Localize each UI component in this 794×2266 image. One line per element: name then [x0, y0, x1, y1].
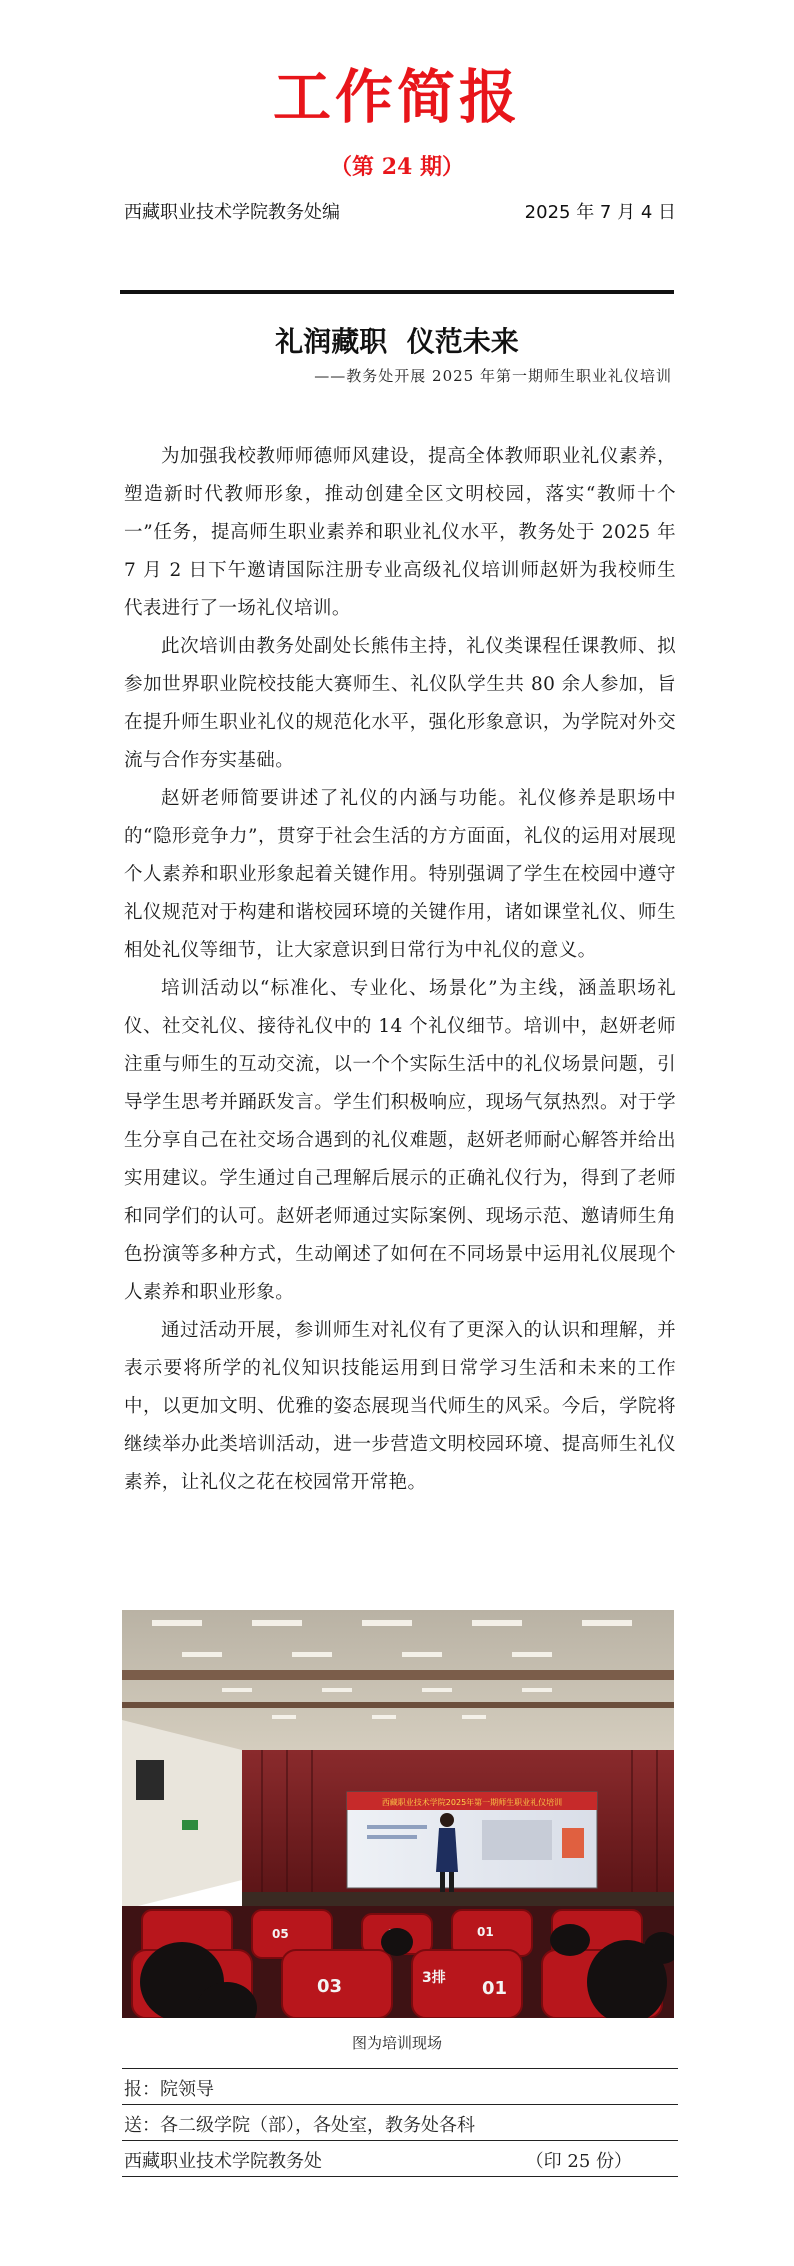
seat-label: 01 [477, 1925, 494, 1939]
report-recipients: 报：院领导 [124, 2079, 214, 2100]
screen-title: 西藏职业技术学院2025年第一期师生职业礼仪培训 [381, 1798, 563, 1807]
distribution-rule [122, 2176, 678, 2177]
paragraph: 赵妍老师简要讲述了礼仪的内涵与功能。礼仪修养是职场中的“隐形竞争力”，贯穿于社会生活的方方面面，礼仪的运用对展现个人素养和职业形象起着关键作用。特别强调了学生在校园中遵守礼仪规范对于构建和谐校园环境的关键作用，诸如课堂礼仪、师生相处礼仪等细节，让大家意识到日常行为中礼仪的意义。 [124, 788, 676, 961]
seat-label: 01 [482, 1978, 508, 1999]
print-copies: （印 25 份） [525, 2151, 632, 2172]
send-recipients: 送：各二级学院（部），各处室，教务处各科 [124, 2115, 475, 2136]
masthead-divider [120, 290, 674, 294]
issuer-line [124, 2147, 676, 2173]
training-photo [122, 1610, 674, 2018]
distribution-rule [122, 2068, 678, 2069]
distribution-rule [122, 2104, 678, 2105]
seat-label: 03 [317, 1976, 343, 1997]
issue-date: 2025 年 7 月 4 日 [524, 202, 676, 223]
masthead-meta [124, 198, 676, 224]
paragraph: 培训活动以“标准化、专业化、场景化”为主线，涵盖职场礼仪、社交礼仪、接待礼仪中的 14 个礼仪细节。培训中，赵妍老师注重与师生的互动交流，以一个个实际生活中的礼仪场景问题，引导学生思考并踊跃发言。学生们积极响应，现场气氛热烈。对于学生分享自己在社交场合遇到的礼仪难题，赵妍老师耐心解答并给出实用建议。学生通过自己理解后展示的正确礼仪行为，得到了老师和同学们的认可。赵妍老师通过实际案例、现场示范、邀请师生角色扮演等多种方式，生动阐述了如何在不同场景中运用礼仪展现个人素养和职业形象。 [124, 978, 676, 1303]
seat-label: 3排 [422, 1970, 446, 1986]
paragraph: 通过活动开展，参训师生对礼仪有了更深入的认识和理解，并表示要将所学的礼仪知识技能运用到日常学习生活和未来的工作中，以更加文明、优雅的姿态展现当代师生的风采。今后，学院将继续举办此类培训活动，进一步营造文明校园环境、提高师生礼仪素养，让礼仪之花在校园常开常艳。 [124, 1320, 676, 1493]
article-body [124, 438, 676, 1502]
editor-line: 西藏职业技术学院教务处编 [124, 202, 340, 223]
article-title: 礼润藏职 仪范未来 [275, 325, 519, 358]
masthead-title: 工作简报 [272, 63, 521, 131]
report-line [124, 2075, 676, 2101]
issuer: 西藏职业技术学院教务处 [124, 2151, 322, 2172]
issue-number: （第 24 期） [330, 154, 464, 180]
send-line [124, 2111, 676, 2137]
distribution-rule [122, 2140, 678, 2141]
article-subtitle: ——教务处开展 2025 年第一期师生职业礼仪培训 [314, 367, 672, 385]
paragraph: 为加强我校教师师德师风建设，提高全体教师职业礼仪素养，塑造新时代教师形象，推动创建全区文明校园，落实“教师十个一”任务，提高师生职业素养和职业礼仪水平，教务处于 2025 年 7 月 2 日下午邀请国际注册专业高级礼仪培训师赵妍为我校师生代表进行了一场礼仪培训。 [124, 446, 676, 619]
paragraph: 此次培训由教务处副处长熊伟主持，礼仪类课程任课教师、拟参加世界职业院校技能大赛师生、礼仪队学生共 80 余人参加，旨在提升师生职业礼仪的规范化水平，强化形象意识，为学院对外交流与合作夯实基础。 [124, 636, 676, 771]
photo-caption: 图为培训现场 [351, 2034, 442, 2052]
seat-label: 05 [272, 1927, 289, 1941]
training-photo-illustration [122, 1610, 674, 2018]
